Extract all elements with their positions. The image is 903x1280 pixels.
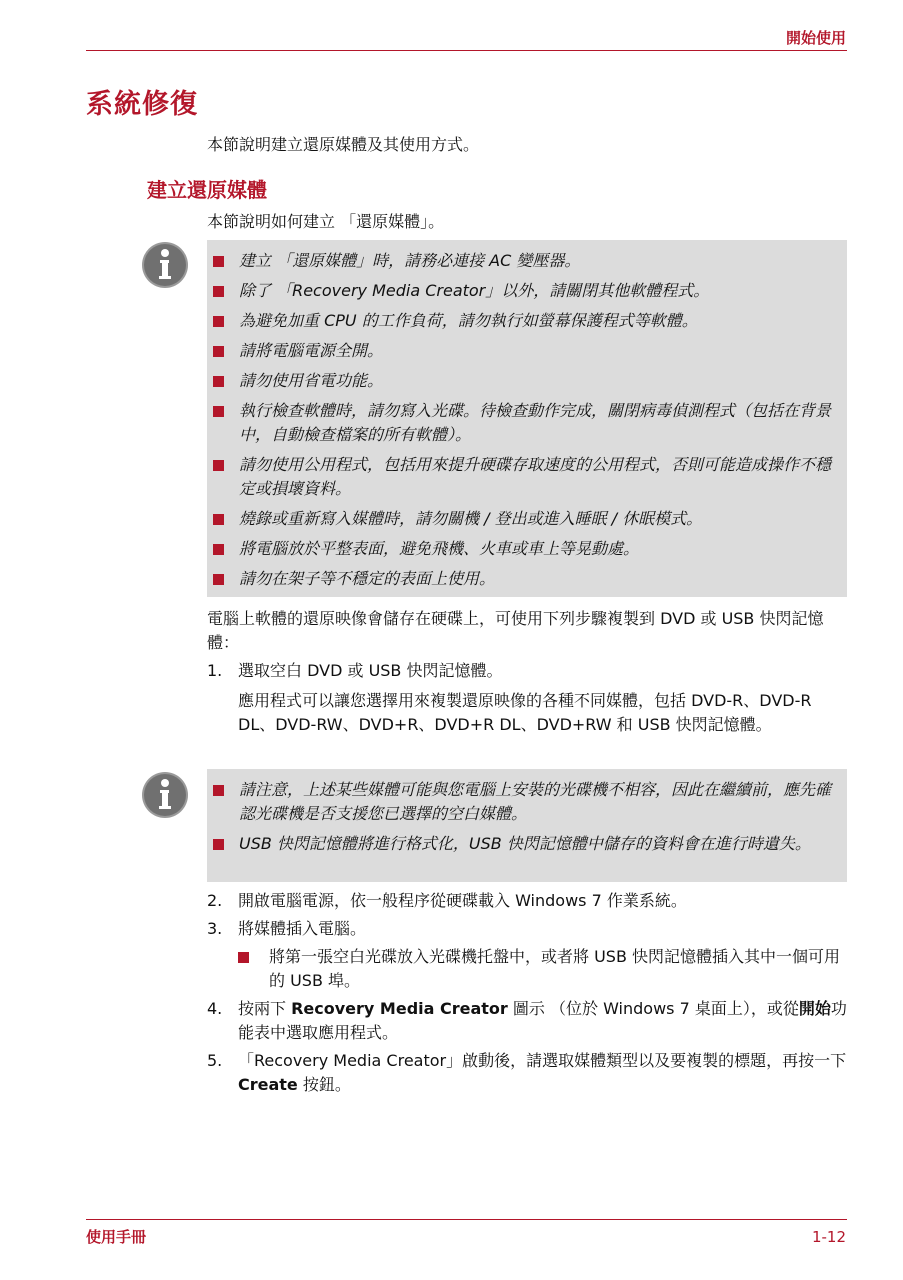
step-2 [207, 889, 847, 913]
step-number: 3. [207, 919, 223, 938]
steps-list-part1 [207, 659, 847, 741]
bullet-square-icon [213, 346, 224, 357]
sub-item: 將第一張空白光碟放入光碟機托盤中，或者將 USB 快閃記憶體插入其中一個可用的 USB 埠。 [238, 945, 847, 993]
bullet-square-icon [238, 952, 249, 963]
step-5: 5. 「Recovery Media Creator」啟動後，請選取媒體類型以及要複製的標題，再按一下 Create 按鈕。 [207, 1051, 847, 1094]
bullet-square-icon [213, 460, 224, 471]
note-item: 請將電腦電源全開。 [213, 339, 839, 363]
subsection-title: 建立還原媒體 [147, 178, 267, 202]
steps-list-part2 [207, 889, 847, 1101]
bullet-square-icon [213, 376, 224, 387]
bullet-square-icon [213, 574, 224, 585]
note-item: 請注意，上述某些媒體可能與您電腦上安裝的光碟機不相容，因此在繼續前，應先確認光碟機是否支援您已選擇的空白媒體。 [213, 778, 839, 826]
bullet-square-icon [213, 316, 224, 327]
app-name: Recovery Media Creator [291, 999, 508, 1018]
footer-manual-title: 使用手冊 [86, 1228, 147, 1246]
running-header: 開始使用 [785, 29, 846, 47]
bullet-square-icon [213, 785, 224, 796]
step-3-sublist [238, 945, 847, 993]
step-number: 2. [207, 891, 223, 910]
note-box-media [207, 769, 847, 882]
note-item: 執行檢查軟體時，請勿寫入光碟。待檢查動作完成，關閉病毒偵測程式（包括在背景中，自動檢查檔案的所有軟體）。 [213, 399, 839, 447]
step-text: 將媒體插入電腦。 [238, 919, 367, 938]
create-button-label: Create [238, 1075, 298, 1094]
bullet-square-icon [213, 514, 224, 525]
note-item: 建立 「還原媒體」時，請務必連接 AC 變壓器。 [213, 249, 839, 273]
subsection-intro: 本節說明如何建立 「還原媒體」。 [207, 212, 445, 231]
bullet-square-icon [213, 256, 224, 267]
note-item: 請勿使用公用程式，包括用來提升硬碟存取速度的公用程式，否則可能造成操作不穩定或損壞資料。 [213, 453, 839, 501]
step-number: 5. [207, 1051, 223, 1070]
info-icon [140, 770, 190, 820]
step-text: 選取空白 DVD 或 USB 快閃記憶體。 [238, 661, 503, 680]
section-title: 系統修復 [86, 89, 198, 120]
body-paragraph: 電腦上軟體的還原映像會儲存在硬碟上，可使用下列步驟複製到 DVD 或 USB 快閃記憶體： [207, 609, 824, 652]
step-text: 開啟電腦電源，依一般程序從硬碟載入 Windows 7 作業系統。 [238, 891, 687, 910]
note-item: USB 快閃記憶體將進行格式化，USB 快閃記憶體中儲存的資料會在進行時遺失。 [213, 832, 839, 856]
section-intro: 本節說明建立還原媒體及其使用方式。 [207, 135, 480, 154]
step-number: 4. [207, 999, 223, 1018]
note-item: 為避免加重 CPU 的工作負荷，請勿執行如螢幕保護程式等軟體。 [213, 309, 839, 333]
note-item: 請勿在架子等不穩定的表面上使用。 [213, 567, 839, 591]
start-menu-label: 開始 [798, 999, 831, 1018]
note-box-precautions [207, 240, 847, 597]
note-item: 燒錄或重新寫入媒體時，請勿關機 / 登出或進入睡眠 / 休眠模式。 [213, 507, 839, 531]
bullet-square-icon [213, 406, 224, 417]
header-rule [86, 50, 847, 51]
note-item: 請勿使用省電功能。 [213, 369, 839, 393]
bullet-square-icon [213, 544, 224, 555]
note-item: 將電腦放於平整表面，避免飛機、火車或車上等晃動處。 [213, 537, 839, 561]
page-number: 1-12 [811, 1228, 846, 1246]
info-icon [140, 240, 190, 290]
bullet-square-icon [213, 286, 224, 297]
footer-rule [86, 1219, 847, 1220]
step-detail: 應用程式可以讓您選擇用來複製還原映像的各種不同媒體，包括 DVD-R、DVD-R DL、DVD-RW、DVD+R、DVD+R DL、DVD+RW 和 USB 快閃記憶體。 [238, 691, 812, 734]
step-3 [207, 917, 847, 993]
bullet-square-icon [213, 839, 224, 850]
step-number: 1. [207, 661, 223, 680]
step-1 [207, 659, 847, 737]
note-item: 除了 「Recovery Media Creator」以外，請關閉其他軟體程式。 [213, 279, 839, 303]
step-4: 4. 按兩下 Recovery Media Creator 圖示 （位於 Windows 7 桌面上），或從開始功能表中選取應用程式。 [207, 999, 847, 1042]
